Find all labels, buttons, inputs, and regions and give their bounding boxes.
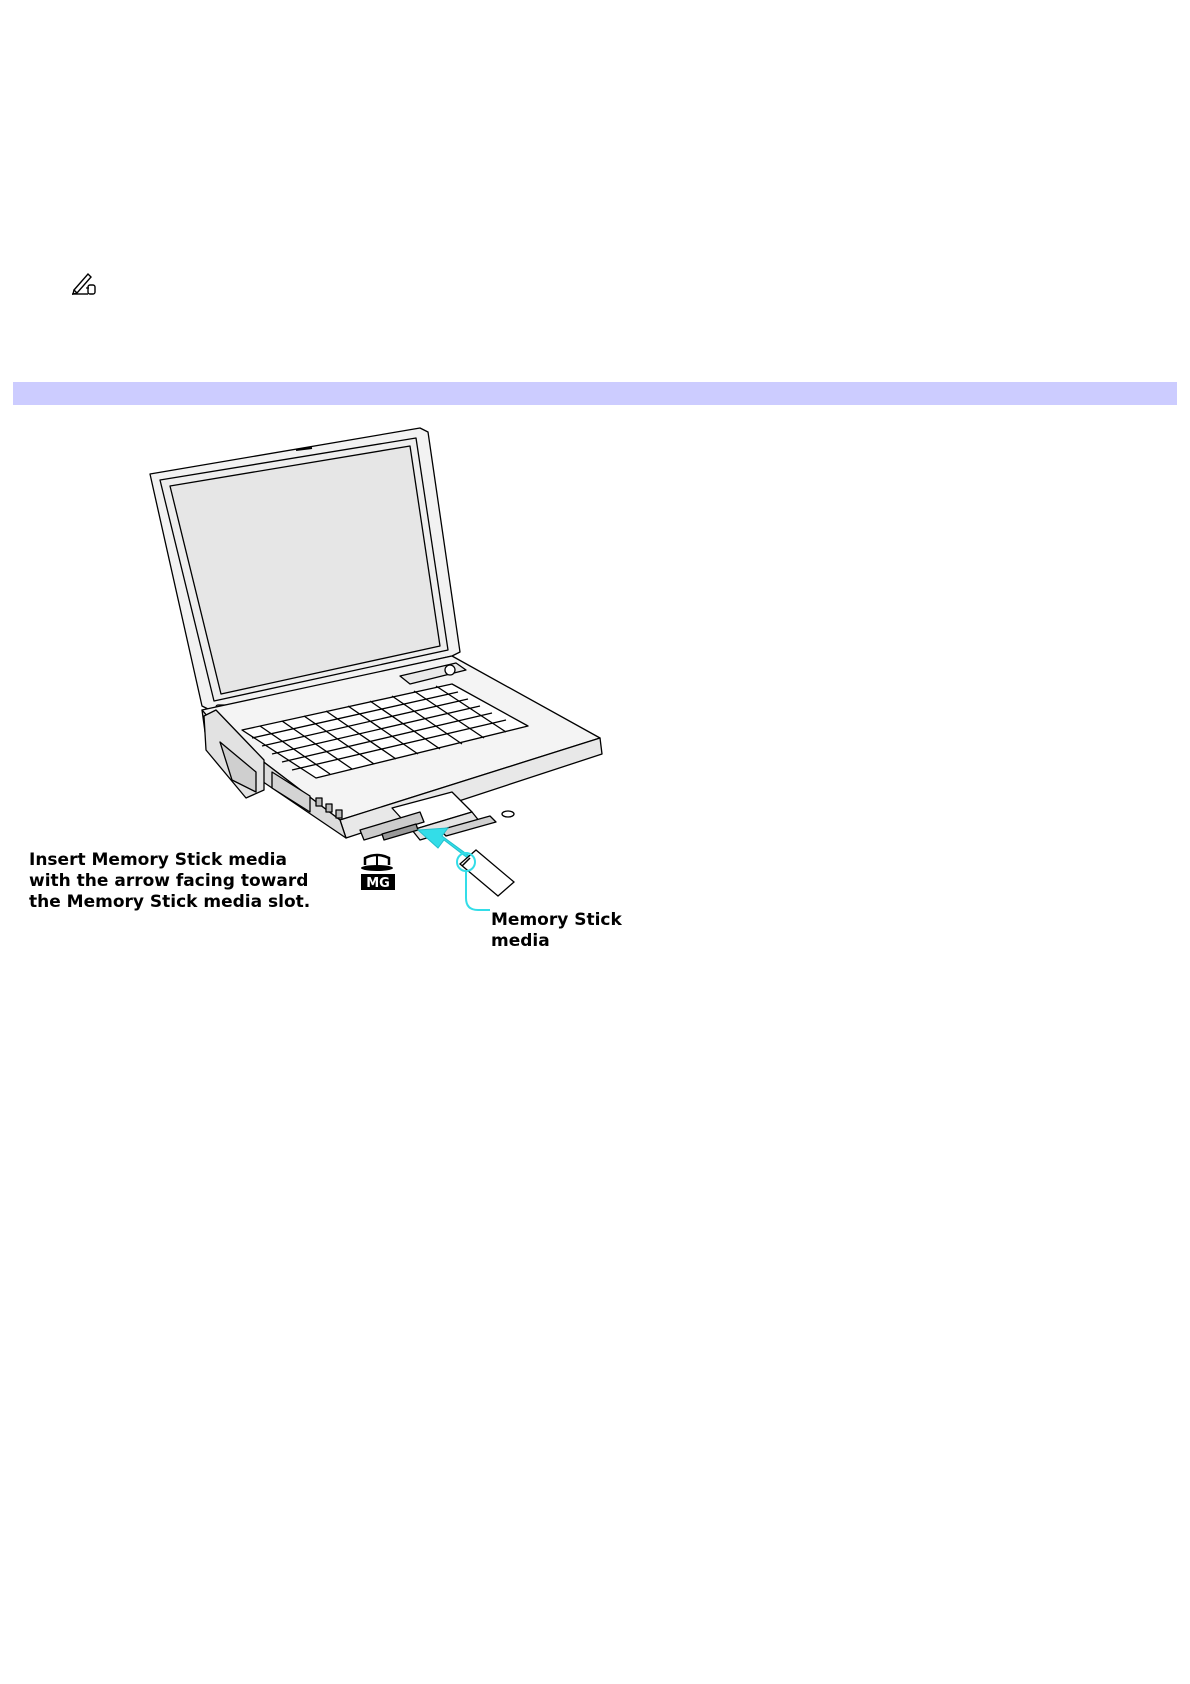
memory-stick-mg-logo-icon <box>361 855 395 891</box>
section-header-bar <box>13 382 1177 405</box>
memory-stick-insertion-figure <box>20 420 640 960</box>
memory-stick-media-label: Memory Stick media <box>491 910 622 951</box>
insert-instruction-caption: Insert Memory Stick media with the arrow facing toward the Memory Stick media slot. <box>29 850 311 912</box>
mg-logo-text: MG <box>366 876 390 891</box>
note-pencil-icon <box>70 268 100 296</box>
